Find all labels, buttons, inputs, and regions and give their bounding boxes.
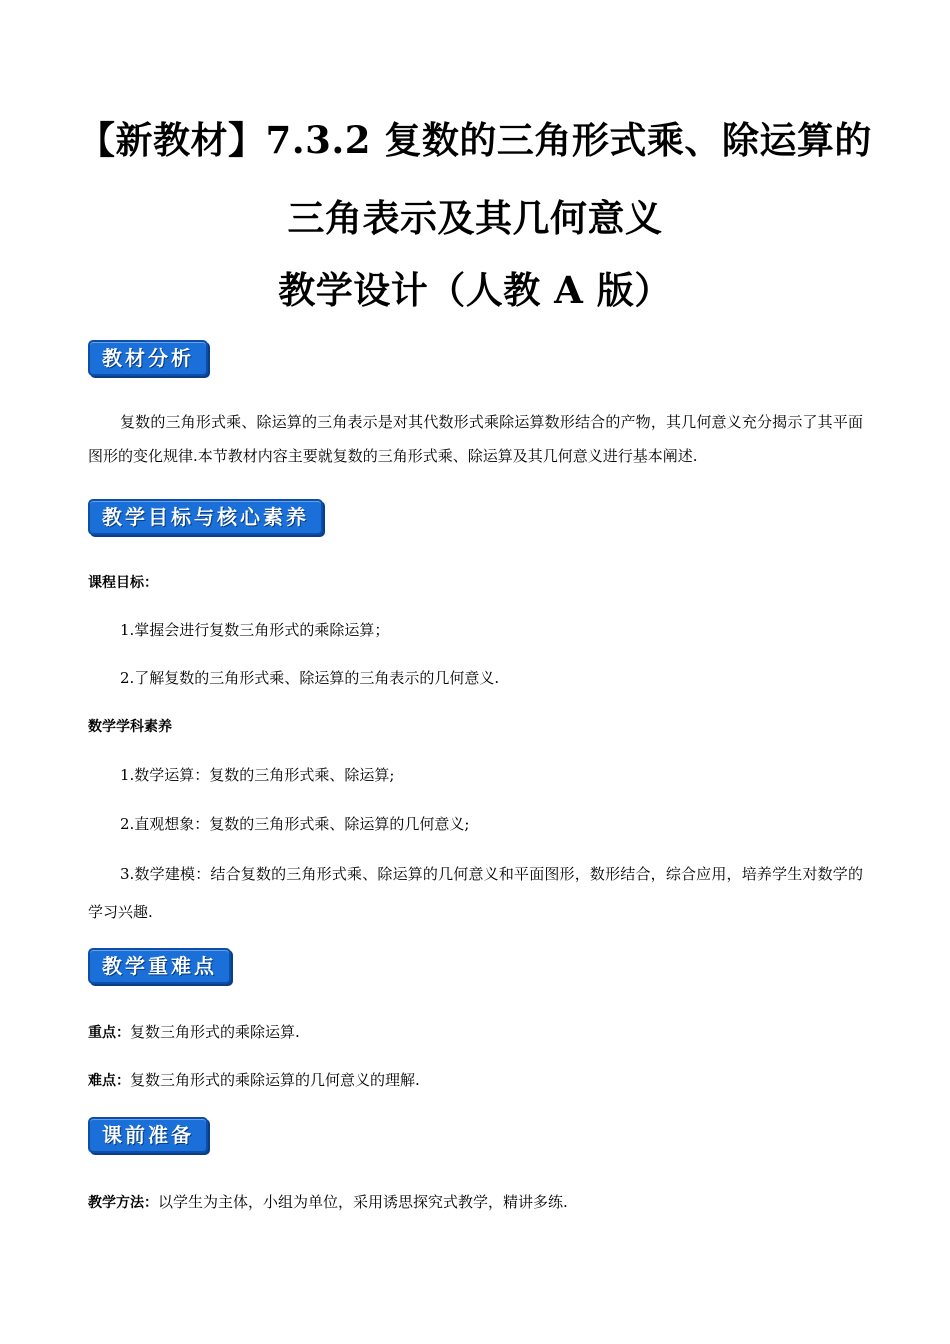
key-point [88, 1021, 300, 1044]
difficult-point-text: 复数三角形式的乘除运算的几何意义的理解. [130, 1071, 420, 1089]
teaching-method [88, 1191, 568, 1214]
key-point-label: 重点： [88, 1025, 130, 1041]
course-goal-item-2: 2.了解复数的三角形式乘、除运算的三角表示的几何意义. [120, 669, 500, 687]
section-badge-goals: 教学目标与核心素养 [88, 499, 323, 535]
course-goal-item-1: 1.掌握会进行复数三角形式的乘除运算； [120, 621, 390, 639]
document-title-line-2: 三角表示及其几何意义 [287, 196, 663, 240]
section-badge-keypoints: 教学重难点 [88, 948, 231, 984]
document-title-line-3: 教学设计（人教 A 版） [278, 268, 672, 312]
section-badge-preparation: 课前准备 [88, 1117, 208, 1153]
literacy-item-2: 2.直观想象：复数的三角形式乘、除运算的几何意义; [120, 815, 470, 833]
difficult-point-label: 难点： [88, 1073, 130, 1089]
teaching-method-label: 教学方法： [88, 1195, 158, 1211]
literacy-item-1: 1.数学运算：复数的三角形式乘、除运算; [120, 766, 395, 784]
literacy-item-3: 3.数学建模：结合复数的三角形式乘、除运算的几何意义和平面图形，数形结合，综合应用，培养学生对数学的学习兴趣. [88, 865, 863, 921]
difficult-point [88, 1069, 420, 1092]
analysis-paragraph: 复数的三角形式乘、除运算的三角表示是对其代数形式乘除运算数形结合的产物，其几何意义充分揭示了其平面图形的变化规律.本节教材内容主要就复数的三角形式乘、除运算及其几何意义进行基本阐述. [88, 413, 863, 465]
key-point-text: 复数三角形式的乘除运算. [130, 1023, 300, 1041]
teaching-method-text: 以学生为主体，小组为单位，采用诱思探究式教学，精讲多练. [158, 1193, 568, 1211]
section-badge-analysis: 教材分析 [88, 340, 208, 376]
course-goals-label: 课程目标： [88, 575, 158, 591]
math-literacy-label: 数学学科素养 [88, 719, 172, 735]
document-title-line-1: 【新教材】7.3.2 复数的三角形式乘、除运算的 [78, 118, 872, 162]
